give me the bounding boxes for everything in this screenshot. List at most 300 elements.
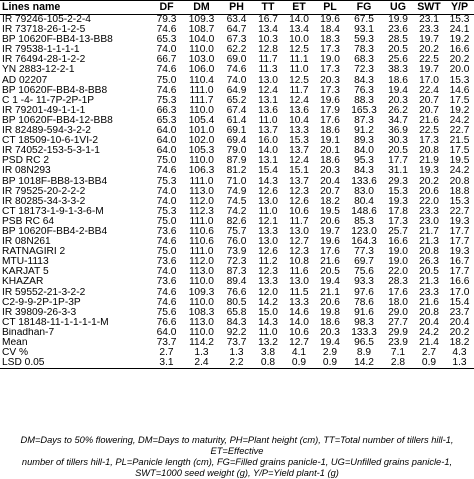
cell-value: 20.3 — [320, 166, 340, 177]
cell-value: 2.2 — [229, 358, 244, 369]
table-row — [0, 177, 474, 187]
cell-value: 19.3 — [419, 166, 439, 177]
cell-value: 11.5 — [289, 287, 309, 298]
cell-value: 13.3 — [258, 226, 278, 237]
cell-value: 20.7 — [320, 186, 340, 197]
cell-value: 15.3 — [449, 14, 470, 25]
cell-value: 2.8 — [390, 358, 406, 369]
table-row — [0, 247, 474, 257]
cell-value: 74.0 — [156, 186, 177, 197]
cell-value: 20.8 — [419, 247, 439, 258]
cell-value: 13.6 — [289, 105, 309, 116]
cell-value: 16.7 — [449, 257, 470, 268]
cell-value: 96.5 — [354, 338, 374, 348]
cell-value: 133.6 — [351, 176, 377, 187]
cell-value: 19.3 — [388, 196, 408, 207]
row-label: IR 79201-49-1-1-1 — [2, 105, 86, 116]
cell-value: 23.3 — [419, 287, 439, 298]
cell-value: 4.3 — [452, 348, 467, 359]
row-label: LSD 0.05 — [2, 358, 45, 369]
cell-value: 20.7 — [419, 105, 439, 116]
column-header-pl: PL — [323, 1, 337, 13]
cell-value: 16.6 — [388, 237, 408, 248]
table-row — [0, 187, 474, 197]
cell-value: 14.0 — [289, 317, 309, 328]
cell-value: 19.7 — [320, 226, 340, 237]
cell-value: 18.6 — [320, 317, 340, 328]
cell-value: 20.4 — [419, 317, 439, 328]
cell-value: 20.2 — [419, 45, 439, 56]
cell-value: 20.6 — [320, 216, 340, 227]
table-row — [0, 96, 474, 106]
cell-value: 29.3 — [388, 176, 408, 187]
row-label: BP 1018F-BB8-13-BB4 — [2, 176, 108, 187]
table-row — [0, 348, 474, 358]
cell-value: 19.4 — [388, 85, 408, 96]
table-row — [0, 45, 474, 55]
cell-value: 75.0 — [156, 216, 177, 227]
cell-value: 75.7 — [226, 226, 247, 237]
cell-value: 11.1 — [289, 55, 309, 66]
table-row — [0, 166, 474, 176]
cell-value: 12.3 — [258, 267, 278, 278]
cell-value: 18.0 — [388, 297, 408, 308]
cell-value: 14.2 — [258, 297, 278, 308]
cell-value: 93.1 — [354, 25, 374, 36]
cell-value: 2.7 — [421, 348, 437, 359]
cell-value: 17.5 — [449, 146, 470, 157]
cell-value: 65.3 — [156, 35, 177, 46]
table-row — [0, 116, 474, 126]
table-row — [0, 35, 474, 45]
cell-value: 28.3 — [388, 277, 408, 288]
column-header-fg: FG — [356, 1, 372, 13]
cell-value: 1.3 — [452, 358, 467, 369]
cell-value: 17.5 — [449, 95, 470, 106]
cell-value: 74.6 — [156, 85, 177, 96]
table-row — [0, 126, 474, 136]
cell-value: 29.0 — [388, 307, 408, 318]
cell-value: 12.5 — [289, 75, 309, 86]
row-label: C 1 -4- 11-7P-2P-1P — [2, 95, 95, 106]
cell-value: 19.2 — [449, 35, 470, 46]
cell-value: 98.3 — [354, 317, 374, 328]
cell-value: 110.0 — [189, 156, 214, 167]
cell-value: 110.0 — [189, 45, 214, 56]
row-label: Binadhan-7 — [2, 327, 55, 338]
cell-value: 18.2 — [320, 196, 340, 207]
cell-value: 17.6 — [320, 115, 340, 126]
cell-value: 17.6 — [320, 247, 340, 258]
cell-value: 87.3 — [354, 115, 374, 126]
cell-value: 87.3 — [226, 267, 247, 278]
cell-value: 63.4 — [226, 14, 247, 25]
table-row — [0, 76, 474, 86]
cell-value: 13.0 — [289, 277, 309, 288]
cell-value: 80.5 — [226, 297, 247, 308]
cell-value: 88.3 — [354, 95, 374, 106]
column-header-tt: TT — [261, 1, 275, 13]
cell-value: 165.3 — [351, 105, 377, 116]
cell-value: 24.1 — [449, 25, 470, 36]
cell-value: 75.0 — [156, 156, 177, 167]
cell-value: 78.3 — [354, 45, 374, 56]
cell-value: 2.9 — [322, 348, 338, 359]
cell-value: 64.0 — [156, 327, 177, 338]
cell-value: 110.6 — [189, 226, 214, 237]
cell-value: 74.0 — [156, 267, 177, 278]
cell-value: 13.4 — [289, 25, 309, 36]
cell-value: 69.7 — [354, 257, 374, 268]
cell-value: 22.0 — [419, 196, 439, 207]
row-label: IR 73718-26-1-2-5 — [2, 25, 86, 36]
cell-value: 19.6 — [320, 237, 340, 248]
cell-value: 20.8 — [419, 146, 439, 157]
cell-value: 19.4 — [320, 338, 340, 348]
cell-value: 25.7 — [388, 226, 408, 237]
row-label: KHAZAR — [2, 277, 44, 288]
cell-value: 23.9 — [388, 338, 408, 348]
cell-value: 109.3 — [188, 287, 215, 298]
cell-value: 12.4 — [258, 85, 278, 96]
cell-value: 91.2 — [354, 126, 374, 137]
table-row — [0, 308, 474, 318]
cell-value: 15.3 — [388, 186, 408, 197]
cell-value: 111.0 — [189, 85, 214, 96]
cell-value: 108.3 — [188, 307, 215, 318]
cell-value: 110.4 — [189, 75, 214, 86]
cell-value: 17.7 — [449, 226, 470, 237]
cell-value: 36.9 — [388, 126, 408, 137]
table-row — [0, 86, 474, 96]
cell-value: 20.0 — [449, 65, 470, 76]
cell-value: 4.1 — [291, 348, 307, 359]
cell-value: 85.3 — [354, 216, 374, 227]
cell-value: 21.9 — [419, 156, 439, 167]
cell-value: 19.1 — [320, 136, 340, 147]
cell-value: 19.3 — [449, 247, 470, 258]
cell-value: 111.7 — [189, 95, 214, 106]
cell-value: 11.3 — [258, 65, 278, 76]
row-label: IR 79525-20-2-2-2 — [2, 186, 86, 197]
table-row — [0, 257, 474, 267]
cell-value: 13.0 — [289, 226, 309, 237]
cell-value: 14.0 — [289, 14, 309, 25]
cell-value: 110.0 — [189, 105, 214, 116]
cell-value: 10.6 — [289, 206, 309, 217]
cell-value: 13.1 — [258, 156, 278, 167]
table-row — [0, 298, 474, 308]
cell-value: 20.3 — [320, 327, 340, 338]
cell-value: 13.0 — [258, 75, 278, 86]
table-row — [0, 146, 474, 156]
row-label: MTU-1113 — [2, 257, 49, 268]
cell-value: 16.7 — [258, 14, 278, 25]
cell-value: 18.4 — [320, 25, 340, 36]
cell-value: 14.2 — [354, 358, 374, 369]
cell-value: 13.0 — [258, 237, 278, 248]
cell-value: 111.0 — [189, 176, 214, 187]
cell-value: 65.3 — [156, 115, 177, 126]
cell-value: 17.0 — [449, 287, 470, 298]
cell-value: 74.6 — [156, 65, 177, 76]
cell-value: 20.5 — [419, 267, 439, 278]
cell-value: 27.7 — [388, 317, 408, 328]
cell-value: 17.7 — [449, 267, 470, 278]
cell-value: 13.3 — [289, 126, 309, 137]
cell-value: 64.7 — [226, 25, 247, 36]
cell-value: 20.3 — [320, 75, 340, 86]
cell-value: 21.1 — [320, 287, 340, 298]
cell-value: 12.5 — [289, 45, 309, 56]
cell-value: 74.0 — [156, 196, 177, 207]
cell-value: 24.2 — [419, 327, 439, 338]
cell-value: 8.9 — [356, 348, 372, 359]
cell-value: 91.6 — [354, 307, 374, 318]
cell-value: 74.6 — [226, 65, 247, 76]
cell-value: 19.6 — [320, 95, 340, 106]
cell-value: 76.6 — [156, 317, 177, 328]
cell-value: 12.7 — [289, 237, 309, 248]
cell-value: 20.8 — [449, 176, 470, 187]
cell-value: 13.7 — [289, 176, 309, 187]
row-label: KARJAT 5 — [2, 267, 49, 278]
cell-value: 74.0 — [226, 75, 247, 86]
cell-value: 75.3 — [156, 206, 177, 217]
cell-value: 14.6 — [449, 85, 470, 96]
row-label: IR 76494-28-1-2-2 — [2, 55, 86, 66]
cell-value: 13.3 — [258, 277, 278, 288]
cell-value: 84.3 — [354, 75, 374, 86]
cell-value: 13.0 — [258, 196, 278, 207]
cell-value: 0.9 — [322, 358, 338, 369]
table-row — [0, 136, 474, 146]
cell-value: 20.6 — [419, 186, 439, 197]
cell-value: 61.4 — [226, 115, 247, 126]
table-row — [0, 217, 474, 227]
cell-value: 66.3 — [156, 105, 177, 116]
cell-value: 113.0 — [189, 317, 214, 328]
row-label: IR 08N261 — [2, 237, 51, 248]
cell-value: 19.5 — [320, 206, 340, 217]
cell-value: 19.7 — [419, 35, 439, 46]
cell-value: 15.0 — [258, 307, 278, 318]
table-row — [0, 267, 474, 277]
cell-value: 24.2 — [449, 115, 470, 126]
cell-value: 101.0 — [188, 126, 215, 137]
cell-value: 11.7 — [289, 216, 309, 227]
cell-value: 59.3 — [354, 35, 374, 46]
footnote-line-1: DM=Days to 50% flowering, DM=Days to maturity, PH=Plant height (cm), TT=Total number of tillers hill-1, ET=Effective — [20, 435, 454, 456]
cell-value: 14.3 — [258, 317, 278, 328]
cell-value: 16.0 — [258, 136, 278, 147]
cell-value: 67.5 — [354, 14, 374, 25]
cell-value: 13.2 — [258, 338, 278, 348]
cell-value: 74.6 — [156, 297, 177, 308]
cell-value: 123.0 — [351, 226, 377, 237]
cell-value: 67.4 — [226, 105, 247, 116]
cell-value: 72.3 — [226, 257, 247, 268]
row-label: CT 18148-11-1-1-1-1-M — [2, 317, 109, 328]
row-label: C2-9-9-2P-1P-3P — [2, 297, 81, 308]
table-row — [0, 65, 474, 75]
cell-value: 102.0 — [188, 136, 215, 147]
cell-value: 108.7 — [188, 25, 215, 36]
cell-value: 19.3 — [449, 216, 470, 227]
cell-value: 18.6 — [320, 126, 340, 137]
cell-value: 76.6 — [226, 287, 247, 298]
cell-value: 110.6 — [189, 237, 214, 248]
cell-value: 73.7 — [226, 338, 247, 348]
row-label: CT 18173-1-9-1-3-6-M — [2, 206, 104, 217]
column-header-dm: DM — [193, 1, 210, 13]
cell-value: 97.6 — [354, 287, 374, 298]
cell-value: 21.7 — [419, 226, 439, 237]
cell-value: 17.7 — [449, 237, 470, 248]
cell-value: 77.3 — [354, 247, 374, 258]
cell-value: 20.2 — [419, 176, 439, 187]
row-label: Mean — [2, 338, 28, 348]
cell-value: 20.5 — [320, 267, 340, 278]
cell-value: 18.3 — [320, 35, 340, 46]
cell-value: 148.6 — [351, 206, 377, 217]
row-label: IR 82489-594-3-2-2 — [2, 126, 91, 137]
cell-value: 66.7 — [156, 55, 177, 66]
cell-value: 26.2 — [388, 105, 408, 116]
cell-value: 16.6 — [449, 277, 470, 288]
cell-value: 11.0 — [289, 65, 309, 76]
cell-value: 14.6 — [289, 307, 309, 318]
table-row — [0, 106, 474, 116]
cell-value: 23.1 — [419, 14, 439, 25]
cell-value: 74.0 — [156, 45, 177, 56]
row-label: IR 80285-34-3-3-2 — [2, 196, 86, 207]
cell-value: 21.4 — [419, 338, 439, 348]
cell-value: 105.3 — [188, 146, 215, 157]
cell-value: 114.2 — [189, 338, 214, 348]
cell-value: 73.6 — [156, 257, 177, 268]
cell-value: 17.8 — [388, 206, 408, 217]
cell-value: 73.9 — [226, 247, 247, 258]
cell-value: 69.0 — [226, 55, 247, 66]
cell-value: 12.7 — [289, 338, 309, 348]
table-row — [0, 358, 474, 369]
cell-value: 62.2 — [226, 45, 247, 56]
cell-value: 17.3 — [320, 45, 340, 56]
cell-value: 76.3 — [354, 85, 374, 96]
cell-value: 74.6 — [156, 287, 177, 298]
cell-value: 22.5 — [419, 55, 439, 66]
cell-value: 75.6 — [354, 267, 374, 278]
cell-value: 21.6 — [419, 297, 439, 308]
cell-value: 110.0 — [189, 297, 214, 308]
cell-value: 69.1 — [226, 126, 247, 137]
cell-value: 113.0 — [189, 186, 214, 197]
cell-value: 109.3 — [188, 14, 215, 25]
cell-value: 11.7 — [258, 55, 278, 66]
cell-value: 1.3 — [194, 348, 209, 359]
column-header-swt: SWT — [417, 1, 441, 13]
cell-value: 2.7 — [159, 348, 174, 359]
cell-value: 22.7 — [449, 126, 470, 137]
cell-value: 111.0 — [189, 216, 214, 227]
cell-value: 3.8 — [260, 348, 276, 359]
cell-value: 23.3 — [419, 25, 439, 36]
cell-value: 20.1 — [320, 146, 340, 157]
row-label: IR 74052-153-5-3-1-1 — [2, 146, 100, 157]
cell-value: 13.7 — [258, 126, 278, 137]
cell-value: 17.3 — [320, 85, 340, 96]
cell-value: 68.3 — [354, 55, 374, 66]
cell-value: 17.0 — [419, 75, 439, 86]
row-label: IR 79538-1-1-1-1 — [2, 45, 80, 56]
row-label: IR 59552-21-3-2-2 — [2, 287, 86, 298]
cell-value: 21.6 — [320, 257, 340, 268]
cell-value: 75.3 — [156, 176, 177, 187]
cell-value: 20.6 — [320, 297, 340, 308]
cell-value: 12.6 — [258, 247, 278, 258]
cell-value: 74.9 — [226, 186, 247, 197]
cell-value: 89.4 — [226, 277, 247, 288]
cell-value: 12.3 — [289, 247, 309, 258]
cell-value: 74.6 — [156, 237, 177, 248]
cell-value: 20.4 — [320, 176, 340, 187]
cell-value: 23.7 — [449, 307, 470, 318]
cell-value: 12.4 — [289, 95, 309, 106]
row-label: IR 79246-105-2-2-4 — [2, 14, 91, 25]
cell-value: 19.0 — [320, 55, 340, 66]
cell-value: 74.6 — [156, 25, 177, 36]
cell-value: 111.0 — [189, 247, 214, 258]
cell-value: 13.3 — [289, 297, 309, 308]
cell-value: 13.6 — [258, 105, 278, 116]
cell-value: 0.8 — [260, 358, 276, 369]
cell-value: 112.3 — [189, 206, 214, 217]
cell-value: 3.1 — [159, 358, 174, 369]
column-header-yp: Y/P — [450, 1, 469, 13]
cell-value: 21.3 — [419, 237, 439, 248]
cell-value: 65.2 — [226, 95, 247, 106]
cell-value: 19.4 — [320, 277, 340, 288]
cell-value: 20.8 — [419, 307, 439, 318]
cell-value: 20.2 — [449, 55, 470, 66]
cell-value: 13.7 — [289, 146, 309, 157]
row-label: BP 10620F-BB4-13-BB8 — [2, 35, 113, 46]
cell-value: 10.0 — [289, 35, 309, 46]
cell-value: 74.5 — [226, 196, 247, 207]
cell-value: 15.1 — [289, 166, 309, 177]
cell-value: 11.6 — [289, 267, 309, 278]
cell-value: 12.8 — [258, 45, 278, 56]
cell-value: 75.0 — [156, 247, 177, 258]
cell-value: 13.1 — [258, 95, 278, 106]
cell-value: 23.3 — [419, 206, 439, 217]
cell-value: 83.0 — [354, 186, 374, 197]
cell-value: 112.0 — [189, 257, 214, 268]
cell-value: 38.3 — [388, 65, 408, 76]
cell-value: 20.5 — [388, 146, 408, 157]
row-label: BP 10620F-BB4-2-BB4 — [2, 226, 108, 237]
cell-value: 20.3 — [388, 95, 408, 106]
cell-value: 19.9 — [388, 14, 408, 25]
cell-value: 11.0 — [258, 115, 278, 126]
cell-value: 11.7 — [289, 85, 309, 96]
row-label: IR 08N293 — [2, 166, 51, 177]
cell-value: 106.3 — [188, 166, 215, 177]
cell-value: 11.0 — [258, 206, 278, 217]
cell-value: 75.6 — [156, 307, 177, 318]
table-body — [0, 15, 474, 369]
